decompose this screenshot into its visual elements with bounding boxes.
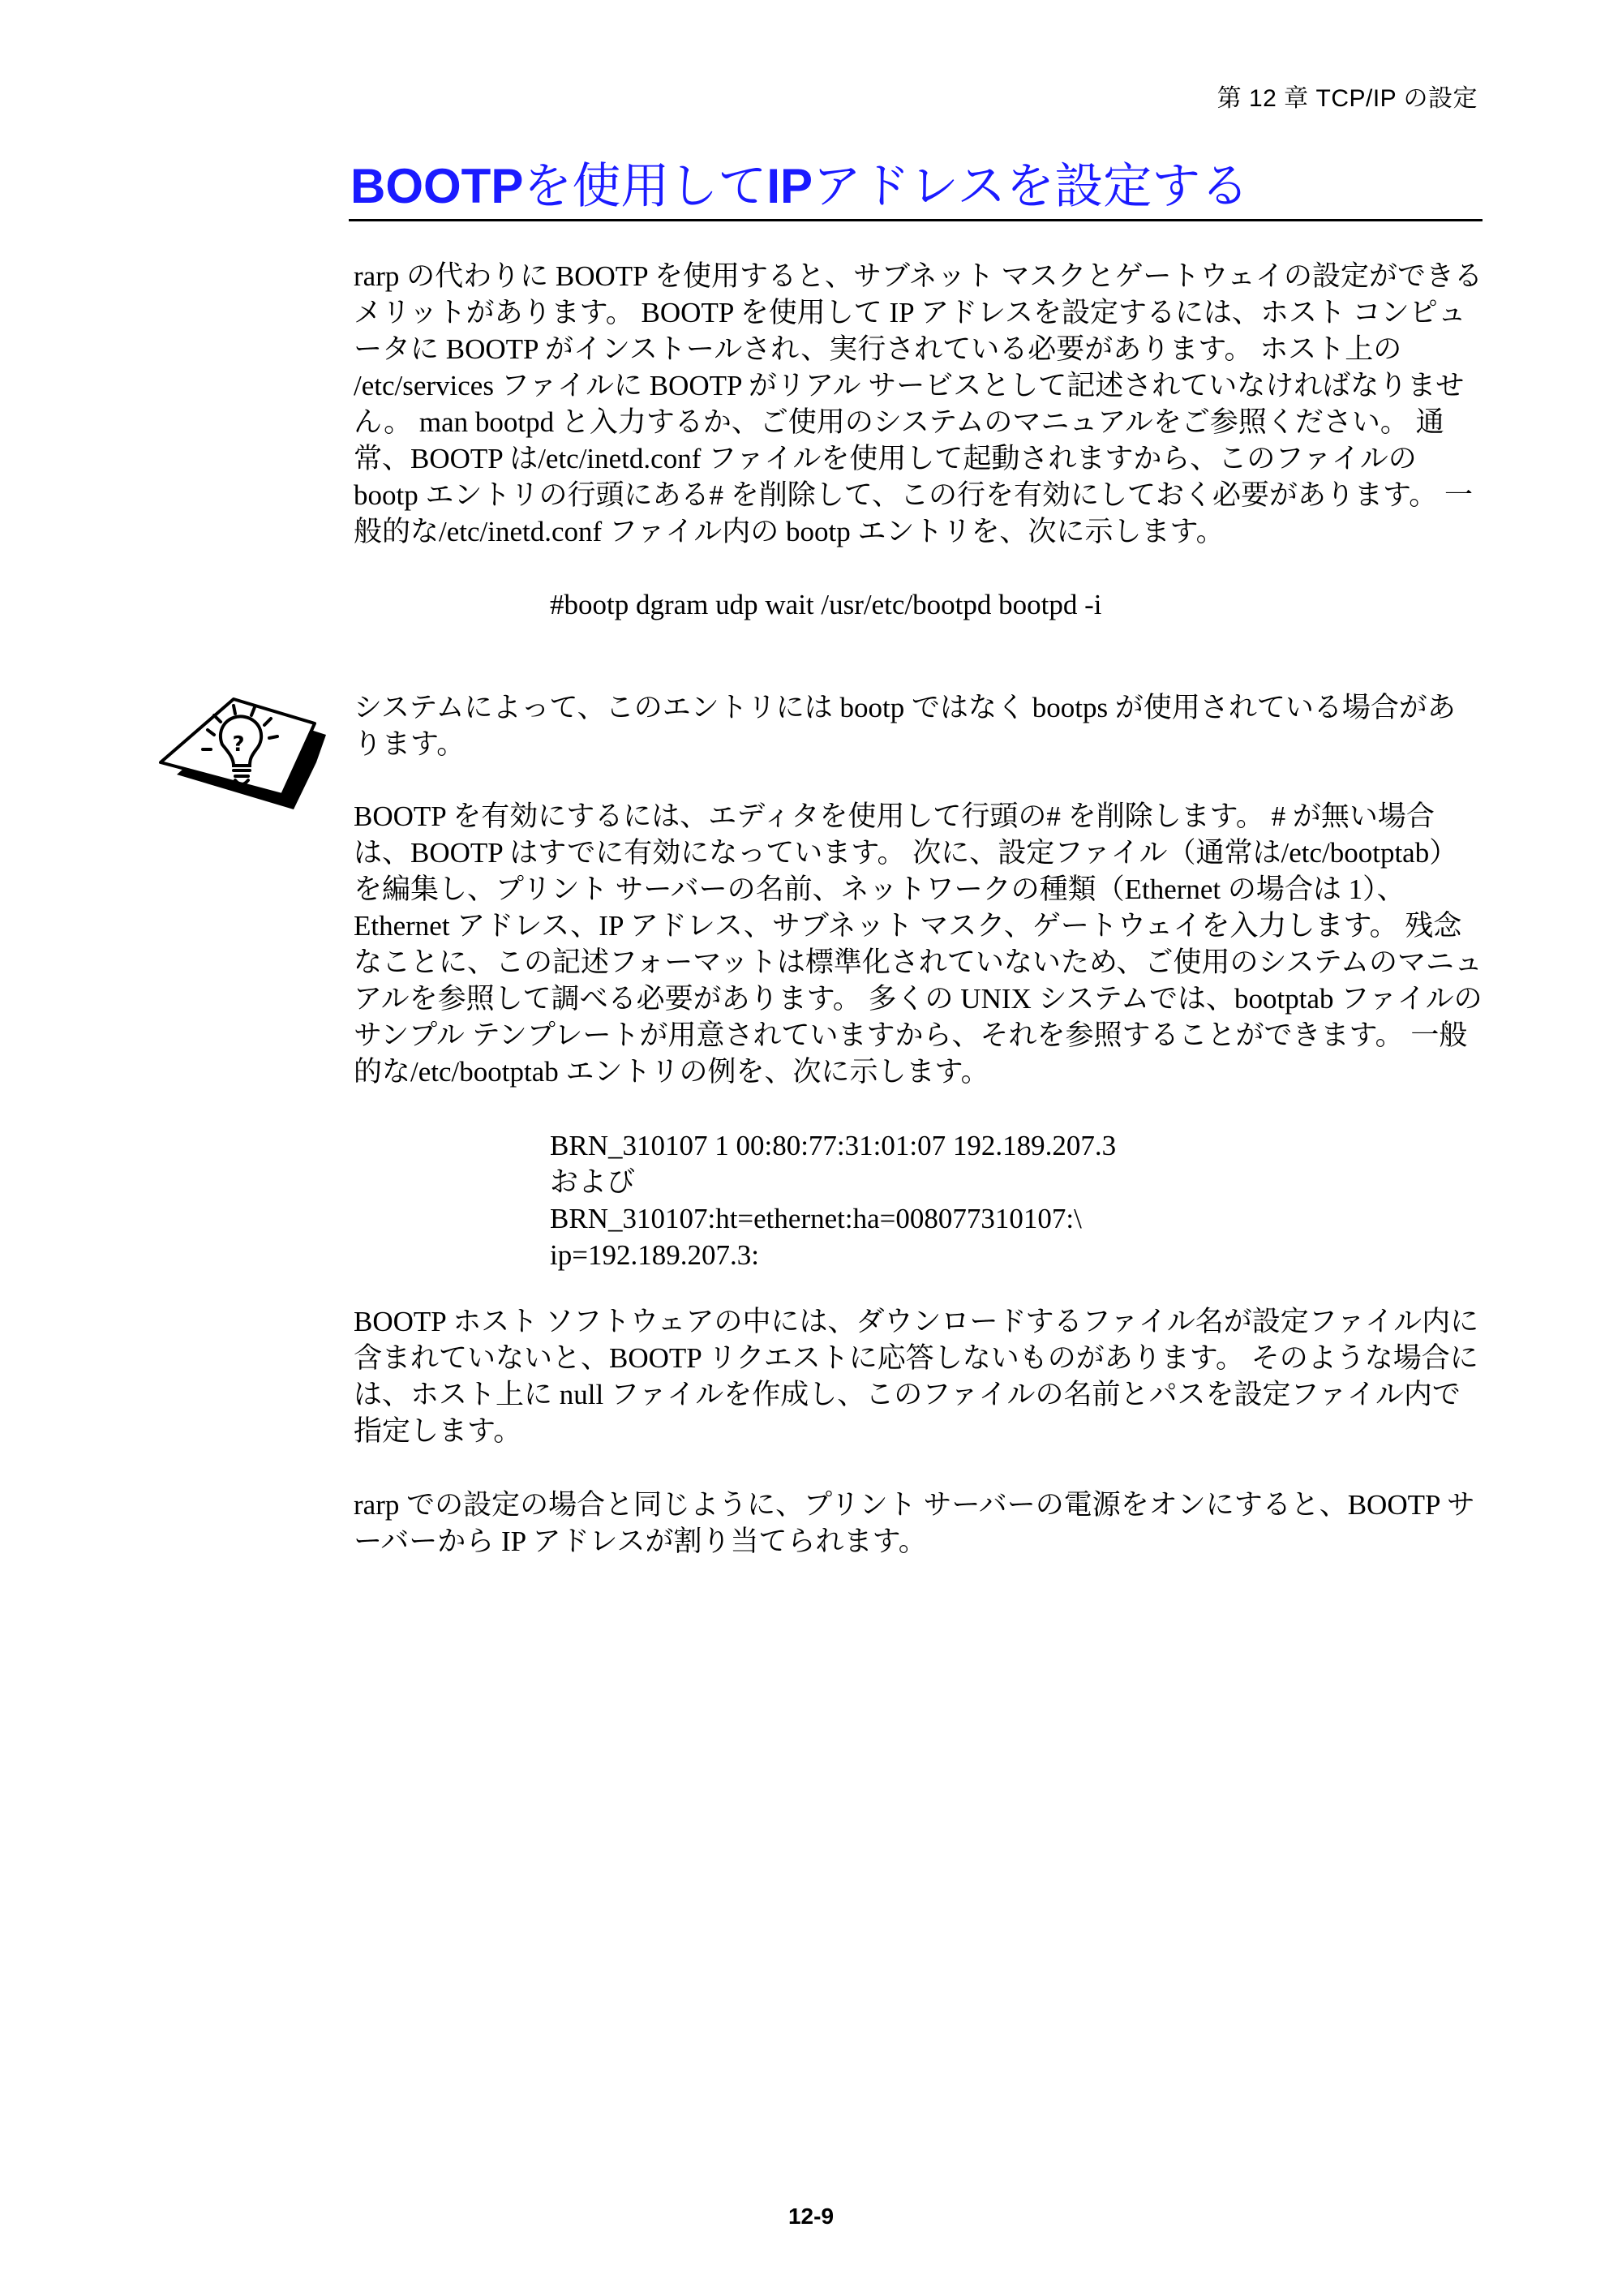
svg-text:?: ? [232,732,245,757]
intro-paragraph: rarp の代わりに BOOTP を使用すると、サブネット マスクとゲートウェイの設定ができるメリットがあります。 BOOTP を使用して IP アドレスを設定するには、ホスト コンピュータに BOOTP がインストールされ、実行されている必要があります。 ホスト上の /etc/services ファイルに BOOTP がリアル サービスとして記述されていなければなりません。 man bootpd と入力するか、ご使用のシステムのマニュアルをご参照ください。 通常、BOOTP は/etc/inetd.conf ファイルを使用して起動されますから、このファイルの bootp エントリの行頭にある# を削除して、この行を有効にしておく必要があります。 一般的な/etc/inetd.conf ファイル内の bootp エントリを、次に示します。 [354,260,1483,547]
note-paragraph: システムによって、このエントリには bootp ではなく bootps が使用されている場合があります。 [354,692,1456,760]
title-rule [349,219,1483,221]
bootptab-line-1: BRN_310107 1 00:80:77:31:01:07 192.189.207.3 [550,1130,1117,1161]
page-number: 12-9 [787,2204,835,2229]
page-title-text1: を使用して [523,159,767,213]
bootptab-line-3: ip=192.189.207.3: [550,1239,759,1271]
enable-paragraph: BOOTP を有効にするには、エディタを使用して行頭の# を削除します。 # が無い場合は、BOOTP はすでに有効になっています。 次に、設定ファイル（通常は/etc/bootptab）を編集し、プリント サーバーの名前、ネットワークの種類（Ethernet の場合は 1）、Ethernet アドレス、IP アドレス、サブネット マスク、ゲートウェイを入力します。 残念なことに、この記述フォーマットは標準化されていないため、ご使用のシステムのマニュアルを参照して調べる必要があります。 多くの UNIX システムでは、bootptab ファイルのサンプル テンプレートが用意されていますから、それを参照することができます。 一般的な/etc/bootptab エントリの例を、次に示します。 [354,800,1483,1088]
null-file-paragraph: BOOTP ホスト ソフトウェアの中には、ダウンロードするファイル名が設定ファイル内に含まれていないと、BOOTP リクエストに応答しないものがあります。 そのような場合には、ホスト上に null ファイルを作成し、このファイルの名前とパスを設定ファイル内で指定します。 [354,1306,1479,1447]
bootptab-and: および [550,1166,636,1198]
bootptab-line-2: BRN_310107:ht=ethernet:ha=008077310107:\ [550,1203,1082,1234]
page-title-bootp: BOOTP [350,159,524,213]
page-title-ip: IP [766,159,813,213]
running-header: 第 12 章 TCP/IP の設定 [1216,85,1478,112]
inetd-example: #bootp dgram udp wait /usr/etc/bootpd bootpd -i [550,589,1102,620]
power-on-paragraph: rarp での設定の場合と同じように、プリント サーバーの電源をオンにすると、BOOTP サーバーから IP アドレスが割り当てられます。 [354,1489,1475,1557]
page-title-text2: アドレスを設定する [813,159,1250,213]
page-title [350,154,1481,219]
lightbulb-note-icon [154,681,333,819]
